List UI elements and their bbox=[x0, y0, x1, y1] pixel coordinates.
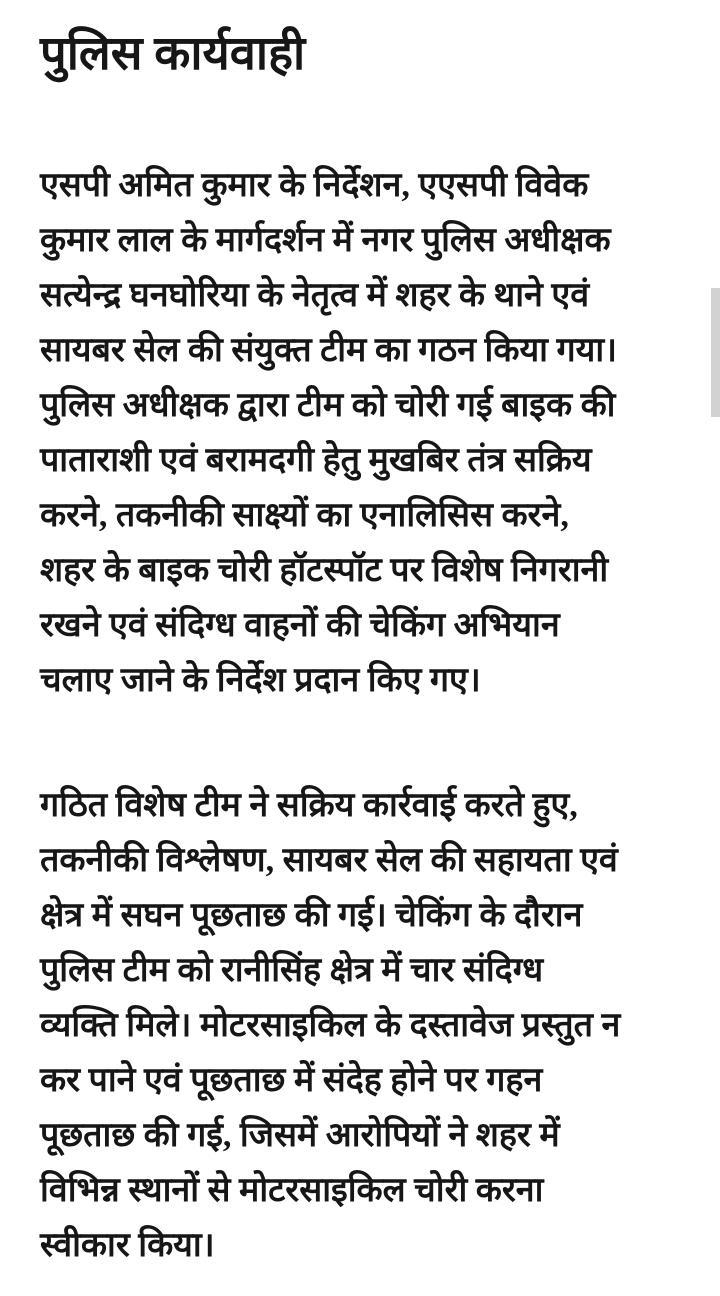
article-paragraph-1 bbox=[40, 158, 694, 708]
text-line: कुमार लाल के मार्गदर्शन में नगर पुलिस अधीक्षक bbox=[40, 222, 611, 259]
text-line: शहर के बाइक चोरी हॉटस्पॉट पर विशेष निगरानी bbox=[40, 552, 609, 589]
text-line: पुलिस टीम को रानीसिंह क्षेत्र में चार संदिग्ध bbox=[40, 952, 544, 989]
scrollbar-thumb[interactable] bbox=[711, 288, 720, 417]
text-line: पाताराशी एवं बरामदगी हेतु मुखबिर तंत्र सक्रिय bbox=[40, 442, 592, 479]
text-line: पुलिस अधीक्षक द्वारा टीम को चोरी गई बाइक की bbox=[40, 387, 616, 424]
text-line: सत्येन्द्र घनघोरिया के नेतृत्व में शहर के थाने एवं bbox=[40, 277, 590, 314]
text-line: गठित विशेष टीम ने सक्रिय कार्रवाई करते हुए, bbox=[40, 787, 578, 824]
text-line: सायबर सेल की संयुक्त टीम का गठन किया गया। bbox=[40, 332, 618, 369]
text-line: एसपी अमित कुमार के निर्देशन, एएसपी विवेक bbox=[40, 167, 589, 204]
text-line: व्यक्ति मिले। मोटरसाइकिल के दस्तावेज प्रस्तुत न bbox=[40, 1007, 621, 1044]
text-line: कर पाने एवं पूछताछ में संदेह होने पर गहन bbox=[40, 1062, 543, 1099]
article-paragraph-2 bbox=[40, 778, 694, 1273]
text-line: पूछताछ की गई, जिसमें आरोपियों ने शहर में bbox=[40, 1117, 560, 1154]
text-line: तकनीकी विश्लेषण, सायबर सेल की सहायता एवं bbox=[40, 842, 618, 879]
text-line: स्वीकार किया। bbox=[40, 1227, 215, 1264]
article-heading: पुलिस कार्यवाही bbox=[40, 28, 306, 80]
text-line: चलाए जाने के निर्देश प्रदान किए गए। bbox=[40, 662, 481, 699]
text-line: रखने एवं संदिग्ध वाहनों की चेकिंग अभियान bbox=[40, 607, 560, 644]
text-line: क्षेत्र में सघन पूछताछ की गई। चेकिंग के दौरान bbox=[40, 897, 583, 934]
text-line: विभिन्न स्थानों से मोटरसाइकिल चोरी करना bbox=[40, 1172, 544, 1209]
text-line: करने, तकनीकी साक्ष्यों का एनालिसिस करने, bbox=[40, 497, 569, 534]
